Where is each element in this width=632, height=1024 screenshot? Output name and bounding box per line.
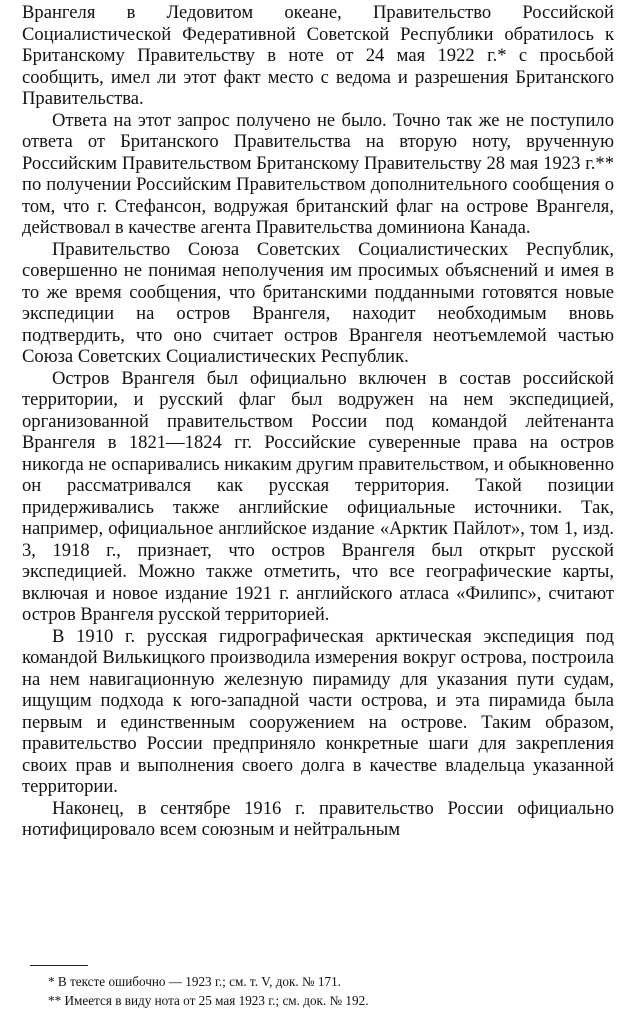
document-body	[22, 2, 614, 841]
paragraph-3: Правительство Союза Советских Социалистических Республик, совершенно не понимая неполучения им просимых объяснений и имея в то же время сообщения, что британскими подданными готовятся новые экспедиции на остров Врангеля, находит необходимым вновь подтвердить, что оно считает остров Врангеля неотъемлемой частью Союза Советских Социалистических Республик.	[22, 238, 614, 367]
paragraph-4: Остров Врангеля был официально включен в состав российской территории, и русский флаг был водружен на нем экспедицией, организованной правительством России под командой лейтенанта Врангеля в 1821—1824 гг. Российские суверенные права на остров никогда не оспаривались никаким другим правительством, и обыкновенно он рассматривался как русская территория. Такой позиции придерживались также английские официальные источники. Так, например, официальное английское издание «Арктик Пайлот», том 1, изд. 3, 1918 г., признает, что остров Врангеля был открыт русской экспедицией. Можно также отметить, что все географические карты, включая и новое издание 1921 г. английского атласа «Филипс», считают остров Врангеля русской территорией.	[22, 367, 614, 625]
footnote-2: ** Имеется в виду нота от 25 мая 1923 г.; см. док. № 192.	[48, 993, 369, 1008]
footnote-divider	[30, 965, 88, 966]
paragraph-5: В 1910 г. русская гидрографическая арктическая экспедиция под командой Вилькицкого производила измерения вокруг острова, построила на нем навигационную железную пирамиду для указания пути судам, ищущим подхода к юго-западной части острова, и эта пирамида была первым и единственным сооружением на острове. Таким образом, правительство России предприняло конкретные шаги для закрепления своих прав и выполнения своего долга в качестве владельца указанной территории.	[22, 625, 614, 797]
paragraph-6: Наконец, в сентябре 1916 г. правительство России официально нотифицировало всем союзным и нейтральным	[22, 797, 614, 840]
paragraph-1: Врангеля в Ледовитом океане, Правительство Российской Социалистической Федеративной Советской Республики обратилось к Британскому Правительству в ноте от 24 мая 1922 г.* с просьбой сообщить, имел ли этот факт место с ведома и разрешения Британского Правительства.	[22, 2, 614, 109]
footnotes	[48, 972, 608, 1010]
footnote-1: * В тексте ошибочно — 1923 г.; см. т. V, док. № 171.	[48, 974, 341, 989]
paragraph-2: Ответа на этот запрос получено не было. Точно так же не поступило ответа от Британского Правительства на вторую ноту, врученную Российским Правительством Британскому Правительству 28 мая 1923 г.** по получении Российским Правительством дополнительного сообщения о том, что г. Стефансон, водружая британский флаг на острове Врангеля, действовал в качестве агента Правительства доминиона Канада.	[22, 109, 614, 238]
